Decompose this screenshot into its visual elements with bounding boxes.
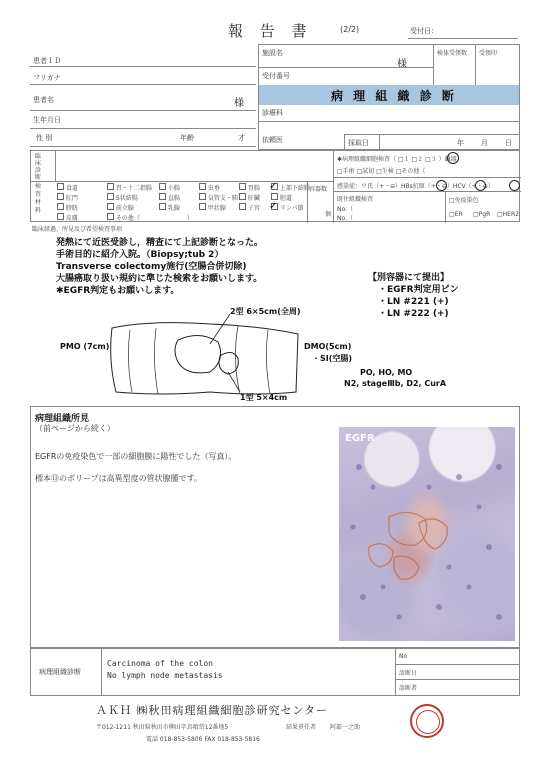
separate-container-item: ・LN #222 (+) <box>378 309 449 319</box>
material-item[interactable]: 胃・十二指腸 <box>107 183 152 192</box>
circle-mark <box>475 180 486 191</box>
material-item[interactable]: 上部下結腸 <box>271 183 310 192</box>
test-line: ✱病理組織細胞検査（ □１ □２ □３ ）臓器 <box>337 156 457 163</box>
divider <box>101 649 102 695</box>
clinical-note: 大腸癌取り扱い規約に準じた検索をお願いします。 <box>56 274 263 284</box>
findings-section <box>30 406 520 648</box>
age-unit: 才 <box>238 134 245 142</box>
separate-container-title: 【別容器にて提出】 <box>368 273 450 283</box>
diagnosis-text: Carcinoma of the colon <box>107 659 213 668</box>
furigana-label: フリガナ <box>33 74 61 82</box>
sketch-label-dm: DMO(5cm) <box>304 342 352 351</box>
container-count-unit: 個 <box>325 211 332 218</box>
receipt-stamp-label: 受領印 <box>479 50 498 57</box>
materials-grid <box>57 183 333 223</box>
birthdate-label: 生年月日 <box>33 116 61 124</box>
specimen-label: 検査材料 <box>35 183 42 214</box>
material-item[interactable]: 乳腺 <box>159 203 180 212</box>
divider <box>30 66 256 67</box>
patient-info-block <box>30 44 256 150</box>
egfr-micrograph <box>339 427 515 641</box>
diagnosis-date-label: 診断日 <box>399 670 418 677</box>
clinical-note: Transverse colectomy施行(空腸合併切除) <box>56 262 247 272</box>
divider <box>395 664 519 665</box>
year-label: 年 <box>457 139 464 147</box>
footer-director-label: 結果責任者 <box>286 724 317 731</box>
month-label: 月 <box>481 139 488 147</box>
circle-mark <box>436 180 447 191</box>
stain-title[interactable]: □免疫染色 <box>449 197 479 204</box>
requester-label: 依頼医 <box>262 136 283 144</box>
container-count-label: 容器数 <box>309 186 328 193</box>
divider <box>307 181 308 223</box>
material-item[interactable]: 甲状腺 <box>199 203 226 212</box>
sketch-label-si: ・SI(空腸) <box>312 354 353 363</box>
sketch-label-type2: 2型 6×5cm(全周) <box>230 307 301 316</box>
circle-mark <box>447 152 459 164</box>
material-item[interactable]: 肝臓 <box>239 193 260 202</box>
official-seal <box>410 704 444 738</box>
stain-membrane <box>369 512 448 579</box>
micrograph-label: EGFR <box>345 433 375 444</box>
sketch-label-pm: PMO (7cm) <box>60 342 110 351</box>
sex-label: 性 別 <box>36 134 53 142</box>
staging-line: PO, HO, MO <box>360 368 413 377</box>
day-label: 日 <box>505 139 512 147</box>
facility-sama: 様 <box>397 59 407 70</box>
tumor-type2 <box>175 335 221 372</box>
divider <box>55 151 56 181</box>
material-item[interactable]: 直腸 <box>159 193 180 202</box>
test-line: 既往組織検査 <box>337 196 374 203</box>
material-item[interactable]: 気管支・肺 <box>199 193 238 202</box>
staging-line: N2, stageⅢb, D2, CurA <box>344 379 447 388</box>
material-item[interactable]: リンパ節 <box>271 203 304 212</box>
material-item[interactable]: その他（ <box>107 213 140 222</box>
test-line: 感染症：ワ氏（+・⊖）HBs抗原（+・⊖）HCV（+・⊖） <box>337 183 494 190</box>
patient-id-label: 患者ＩＤ <box>33 57 61 65</box>
sketch-label-type1: 1型 5×4cm <box>240 393 288 402</box>
material-item[interactable]: 膀胱 <box>57 203 78 212</box>
material-item[interactable]: 食道 <box>57 183 78 192</box>
divider <box>333 191 521 192</box>
colon-outline <box>111 323 298 394</box>
clinical-diagnosis-label: 臨床診断 <box>35 153 42 181</box>
material-item[interactable]: 子宮 <box>239 203 260 212</box>
material-item[interactable]: 小腸 <box>159 183 180 192</box>
leader-line <box>228 372 240 392</box>
divider <box>379 135 380 149</box>
material-item[interactable]: 胃腸 <box>239 183 260 192</box>
diagnosis-text: No lymph node metastasis <box>107 671 223 680</box>
report-title: 報 告 書 <box>228 22 313 40</box>
footer-phone: 電話 018-853-5806 FAX 018-853-5816 <box>146 736 260 743</box>
diagnosis-banner <box>259 85 519 105</box>
stain-pgr[interactable]: □PgR <box>473 211 491 218</box>
divider <box>395 649 396 695</box>
divider <box>30 110 256 111</box>
material-item[interactable]: 虫垂 <box>199 183 220 192</box>
stain-her2[interactable]: □HER2 <box>497 211 519 218</box>
findings-line: EGFRの免疫染色で一部の細胞膜に陽性でした（写真）。 <box>35 452 237 461</box>
material-item: ） <box>187 215 194 222</box>
divider <box>333 151 334 223</box>
findings-continued: （前ページから続く） <box>35 424 115 433</box>
divider <box>31 181 333 182</box>
collection-date-label: 採取日 <box>348 139 369 147</box>
colon-fold <box>128 326 270 394</box>
material-item[interactable]: 皮膚 <box>57 213 78 222</box>
clinical-note: 発熱にて近医受診し，精査にて上記診断となった。 <box>56 238 264 248</box>
clinical-findings-label: 臨床経過、所見及び希望検査事項 <box>32 226 123 233</box>
test-line: No.（ <box>337 215 353 222</box>
receipt-number-label: 受付番号 <box>262 72 290 80</box>
diagnosis-no-label: No <box>399 653 408 660</box>
findings-title: 病理組織所見 <box>35 414 90 424</box>
divider <box>259 121 519 122</box>
banner-title: 病 理 組 織 診 断 <box>331 89 457 103</box>
leader-line <box>210 314 230 344</box>
patient-sama: 様 <box>234 98 244 109</box>
divider <box>333 177 521 178</box>
divider <box>259 67 433 68</box>
clinical-note: 手術目的に紹介入院。（Biopsy;tub 2） <box>56 250 224 260</box>
separate-container-item: ・LN #221 (+) <box>378 297 449 307</box>
material-item[interactable]: 肛門 <box>57 193 78 202</box>
test-line: No.（ <box>337 206 353 213</box>
check-mark: ✓ <box>269 201 278 212</box>
material-item[interactable]: S状結腸 <box>107 193 138 202</box>
divider <box>30 146 256 147</box>
seal-inner-ring <box>416 710 440 734</box>
specimen-count-label: 検体受領数 <box>437 50 468 57</box>
test-line: □手術 □試切 □生検 □その他（ <box>337 168 426 175</box>
check-mark: ✓ <box>269 181 278 192</box>
page-indicator: (2/2) <box>340 25 360 34</box>
material-item[interactable]: 胆道 <box>271 193 292 202</box>
divider <box>445 191 446 223</box>
stain-er[interactable]: □ER <box>449 211 463 218</box>
footer-org: ＡＫＨ ㈱秋田病理組織細胞診研究センター <box>96 704 329 717</box>
diagnosis-label: 病理組織診断 <box>39 668 81 676</box>
footer-director: 阿部一之助 <box>330 724 361 731</box>
department-label: 診療科 <box>262 109 283 117</box>
clinical-note: ✱EGFR判定もお願いします。 <box>56 286 180 296</box>
collection-date-box <box>344 134 520 150</box>
facility-name-label: 施設名 <box>262 49 283 57</box>
separate-container-item: ・EGFR判定用ピン <box>378 285 459 295</box>
findings-line: 標本⑬のポリープは高異型度の管状腺腫です。 <box>35 474 202 483</box>
diagnosis-section <box>30 648 520 696</box>
divider <box>30 84 256 85</box>
patient-name-label: 患者名 <box>33 96 54 104</box>
circle-mark <box>509 180 520 191</box>
material-item[interactable]: 前立腺 <box>107 203 134 212</box>
header-line <box>408 38 518 39</box>
received-date-label: 受付日： <box>410 27 438 35</box>
diagnosis-doctor-label: 診断者 <box>399 685 418 692</box>
divider <box>30 128 256 129</box>
divider <box>395 679 519 680</box>
footer-address: 〒012-1211 秋田県秋田市柳田字鳥喰岱12番地5 <box>96 724 229 731</box>
age-label: 年齢 <box>180 134 194 142</box>
request-form <box>30 150 520 222</box>
